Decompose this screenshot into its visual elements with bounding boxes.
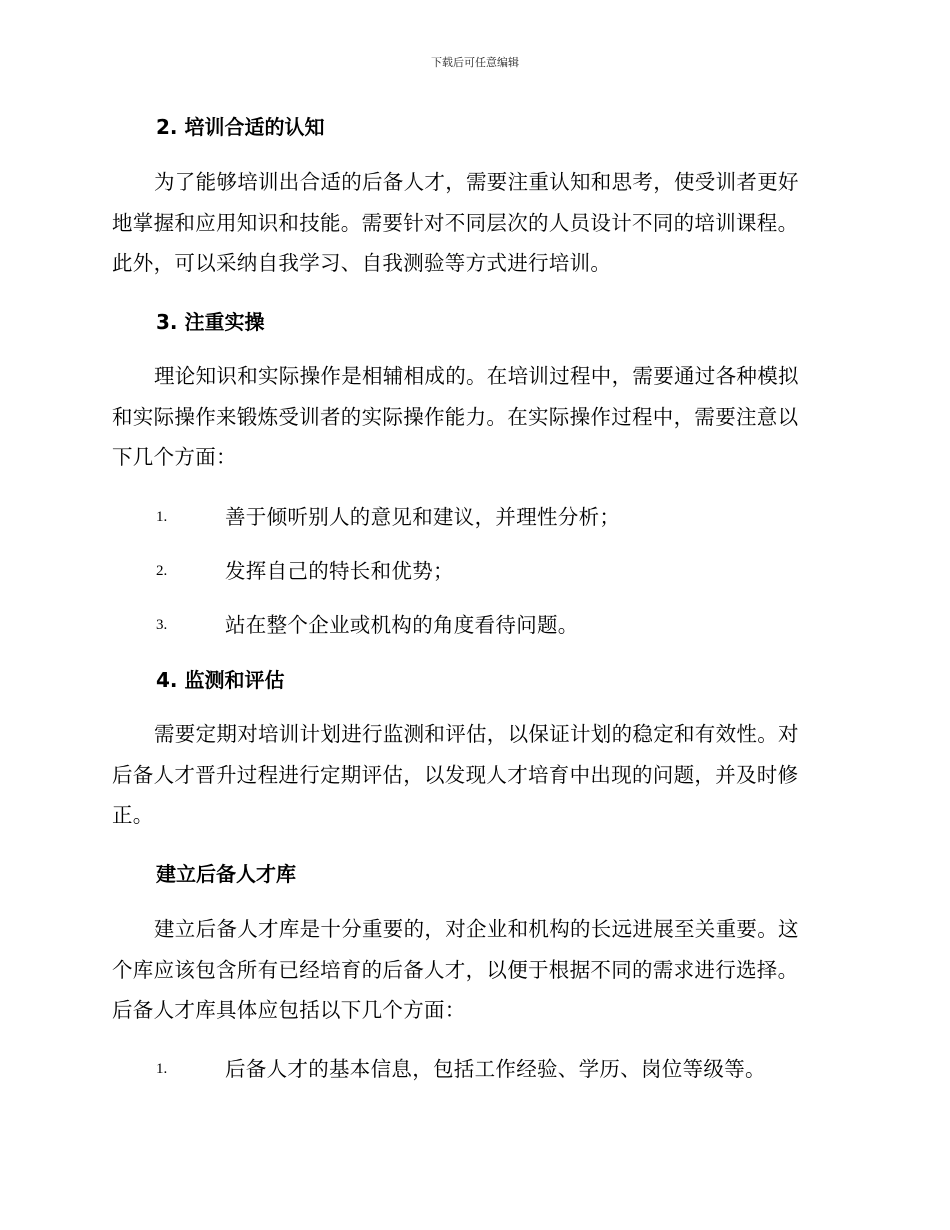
section-heading-3: 3. 注重实操 <box>156 310 265 334</box>
section-paragraph-2 <box>112 162 832 284</box>
paragraph-line: 理论知识和实际操作是相辅相成的。在培训过程中，需要通过各种模拟 <box>154 364 799 388</box>
paragraph-line: 建立后备人才库是十分重要的，对企业和机构的长远进展至关重要。这 <box>154 917 799 941</box>
list-item <box>112 502 832 532</box>
paragraph-line: 后备人才库具体应包括以下几个方面： <box>112 998 466 1022</box>
list-text: 善于倾听别人的意见和建议，并理性分析； <box>225 505 621 529</box>
page-header: 下载后可任意编辑 <box>431 56 519 69</box>
section-paragraph-3 <box>112 356 832 478</box>
paragraph-line: 此外，可以采纳自我学习、自我测验等方式进行培训。 <box>112 251 612 275</box>
list-text: 发挥自己的特长和优势； <box>225 559 454 583</box>
paragraph-line: 和实际操作来锻炼受训者的实际操作能力。在实际操作过程中，需要注意以 <box>112 404 799 429</box>
paragraph-line: 地掌握和应用知识和技能。需要针对不同层次的人员设计不同的培训课程。 <box>112 210 799 235</box>
list-text: 后备人才的基本信息，包括工作经验、学历、岗位等级等。 <box>225 1057 766 1081</box>
paragraph-line: 个库应该包含所有已经培育的后备人才，以便于根据不同的需求进行选择。 <box>112 957 799 982</box>
list-item <box>112 1054 832 1084</box>
list-number: 1. <box>156 509 168 525</box>
list-number: 3. <box>156 617 168 633</box>
paragraph-line: 后备人才晋升过程进行定期评估，以发现人才培育中出现的问题，并及时修 <box>112 762 799 787</box>
list-item <box>112 556 832 586</box>
section-paragraph-4 <box>112 714 832 836</box>
paragraph-line: 正。 <box>112 803 154 827</box>
list-text: 站在整个企业或机构的角度看待问题。 <box>225 613 579 637</box>
list-item <box>112 610 832 640</box>
paragraph-line: 下几个方面： <box>112 445 237 469</box>
section-heading-2: 2. 培训合适的认知 <box>156 115 325 139</box>
section-heading-5: 建立后备人才库 <box>156 862 296 886</box>
section-paragraph-5 <box>112 909 832 1031</box>
list-number: 1. <box>156 1061 168 1077</box>
section-heading-4: 4. 监测和评估 <box>156 668 285 692</box>
paragraph-line: 为了能够培训出合适的后备人才，需要注重认知和思考，使受训者更好 <box>154 170 799 194</box>
list-number: 2. <box>156 563 168 579</box>
paragraph-line: 需要定期对培训计划进行监测和评估，以保证计划的稳定和有效性。对 <box>154 722 799 746</box>
